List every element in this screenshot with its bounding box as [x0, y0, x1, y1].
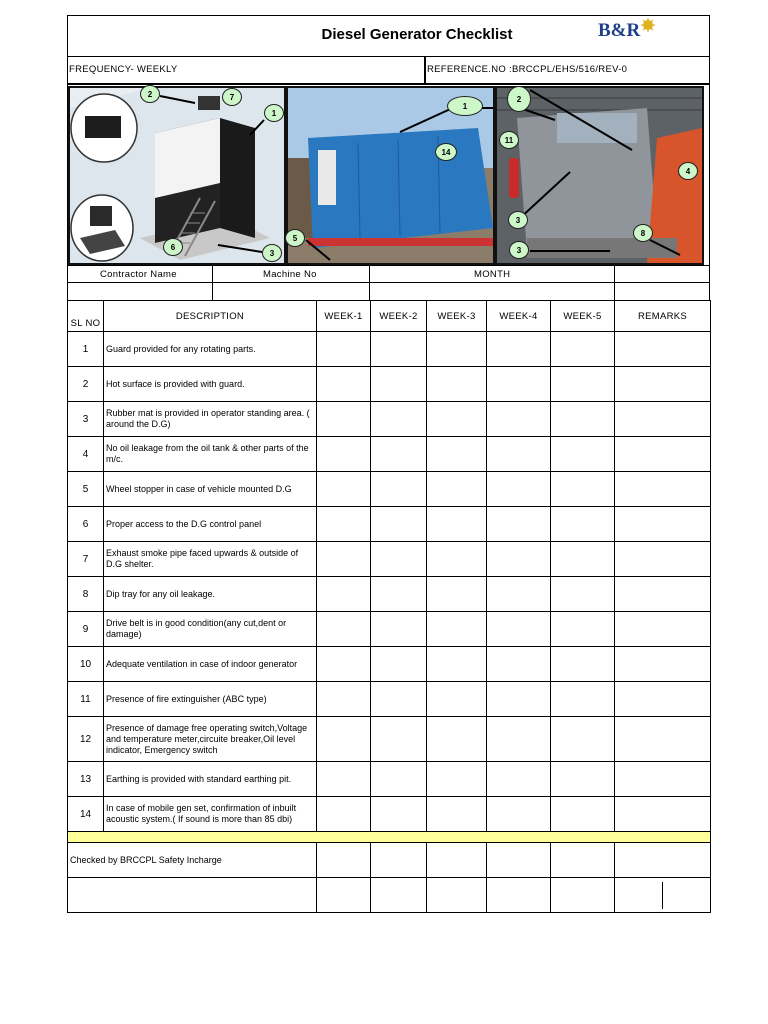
signature-remarks[interactable] — [615, 878, 711, 913]
row-sl-no: 9 — [68, 612, 104, 647]
row-remarks-cell[interactable] — [615, 507, 711, 542]
row-week-4-cell[interactable] — [487, 762, 551, 797]
frequency-label: FREQUENCY- WEEKLY — [69, 64, 178, 75]
contractor-field[interactable] — [68, 283, 211, 300]
row-week-4-cell[interactable] — [487, 367, 551, 402]
row-week-2-cell[interactable] — [371, 682, 427, 717]
reference-label: REFERENCE.NO :BRCCPL/EHS/516/REV-0 — [427, 64, 628, 75]
row-sl-no: 8 — [68, 577, 104, 612]
table-row — [68, 612, 711, 647]
row-remarks-cell[interactable] — [615, 797, 711, 832]
row-week-4-cell[interactable] — [487, 507, 551, 542]
row-week-4-cell[interactable] — [487, 402, 551, 437]
table-row — [68, 437, 711, 472]
row-week-3-cell[interactable] — [427, 577, 487, 612]
callout-2: 2 — [140, 85, 160, 103]
row-remarks-cell[interactable] — [615, 762, 711, 797]
row-week-2-cell[interactable] — [371, 332, 427, 367]
row-remarks-cell[interactable] — [615, 437, 711, 472]
signature-week-5[interactable] — [551, 878, 615, 913]
table-row — [68, 577, 711, 612]
signature-week-3[interactable] — [427, 878, 487, 913]
highlight-bar — [68, 832, 711, 843]
row-remarks-cell[interactable] — [615, 542, 711, 577]
callout-arrows — [0, 0, 768, 280]
signature-row — [68, 878, 711, 913]
row-week-1-cell[interactable] — [317, 437, 371, 472]
row-week-3-cell[interactable] — [427, 367, 487, 402]
row-description: Dip tray for any oil leakage. — [104, 577, 317, 612]
row-sl-no: 2 — [68, 367, 104, 402]
checklist-table — [67, 300, 711, 913]
row-sl-no: 11 — [68, 682, 104, 717]
row-sl-no: 14 — [68, 797, 104, 832]
callout-photo3-11: 11 — [499, 131, 519, 149]
table-row — [68, 472, 711, 507]
row-description: Proper access to the D.G control panel — [104, 507, 317, 542]
checked-week-5[interactable] — [551, 843, 615, 878]
row-description: Adequate ventilation in case of indoor generator — [104, 647, 317, 682]
table-row — [68, 367, 711, 402]
row-remarks-cell[interactable] — [615, 682, 711, 717]
row-week-1-cell[interactable] — [317, 472, 371, 507]
row-week-2-cell[interactable] — [371, 577, 427, 612]
row-week-5-cell[interactable] — [551, 797, 615, 832]
row-week-2-cell[interactable] — [371, 472, 427, 507]
row-week-3-cell[interactable] — [427, 542, 487, 577]
contractor-label: Contractor Name — [100, 269, 177, 280]
checked-week-4[interactable] — [487, 843, 551, 878]
row-week-4-cell[interactable] — [487, 332, 551, 367]
checked-week-3[interactable] — [427, 843, 487, 878]
row-week-5-cell[interactable] — [551, 402, 615, 437]
row-sl-no: 6 — [68, 507, 104, 542]
row-remarks-cell[interactable] — [615, 647, 711, 682]
table-row — [68, 332, 711, 367]
row-week-2-cell[interactable] — [371, 717, 427, 762]
row-description: Rubber mat is provided in operator standing area. ( around the D.G) — [104, 402, 317, 437]
row-week-1-cell[interactable] — [317, 717, 371, 762]
row-week-4-cell[interactable] — [487, 472, 551, 507]
row-week-5-cell[interactable] — [551, 332, 615, 367]
row-sl-no: 10 — [68, 647, 104, 682]
machine-field[interactable] — [213, 283, 368, 300]
callout-photo2-5: 5 — [285, 229, 305, 247]
row-week-3-cell[interactable] — [427, 612, 487, 647]
row-week-4-cell[interactable] — [487, 437, 551, 472]
row-remarks-cell[interactable] — [615, 367, 711, 402]
header-week-5: WEEK-5 — [551, 301, 615, 332]
row-sl-no: 13 — [68, 762, 104, 797]
row-week-5-cell[interactable] — [551, 682, 615, 717]
row-week-5-cell[interactable] — [551, 472, 615, 507]
row-week-5-cell[interactable] — [551, 762, 615, 797]
row-week-5-cell[interactable] — [551, 647, 615, 682]
row-sl-no: 5 — [68, 472, 104, 507]
signature-week-4[interactable] — [487, 878, 551, 913]
row-week-1-cell[interactable] — [317, 577, 371, 612]
row-week-3-cell[interactable] — [427, 682, 487, 717]
row-description: Wheel stopper in case of vehicle mounted D.G — [104, 472, 317, 507]
row-week-2-cell[interactable] — [371, 367, 427, 402]
table-row — [68, 682, 711, 717]
header-week-4: WEEK-4 — [487, 301, 551, 332]
row-week-4-cell[interactable] — [487, 682, 551, 717]
row-description: Exhaust smoke pipe faced upwards & outside of D.G shelter. — [104, 542, 317, 577]
row-description: Presence of damage free operating switch,Voltage and temperature meter,circuite breaker,Oil level indicator, Emergency switch — [104, 717, 317, 762]
header-description: DESCRIPTION — [104, 301, 317, 332]
checked-week-1[interactable] — [317, 843, 371, 878]
callout-photo3-3a: 3 — [508, 211, 528, 229]
table-row — [68, 542, 711, 577]
row-week-5-cell[interactable] — [551, 542, 615, 577]
row-week-3-cell[interactable] — [427, 797, 487, 832]
header-week-1: WEEK-1 — [317, 301, 371, 332]
row-week-5-cell[interactable] — [551, 437, 615, 472]
row-week-2-cell[interactable] — [371, 797, 427, 832]
signature-week-1[interactable] — [317, 878, 371, 913]
month-field[interactable] — [370, 283, 613, 300]
callout-photo3-4: 4 — [678, 162, 698, 180]
signature-cell[interactable] — [68, 878, 317, 913]
row-week-4-cell[interactable] — [487, 542, 551, 577]
row-week-5-cell[interactable] — [551, 717, 615, 762]
callout-photo3-2: 2 — [507, 86, 531, 112]
row-week-2-cell[interactable] — [371, 647, 427, 682]
row-week-2-cell[interactable] — [371, 437, 427, 472]
row-sl-no: 12 — [68, 717, 104, 762]
row-description: Hot surface is provided with guard. — [104, 367, 317, 402]
row-week-1-cell[interactable] — [317, 402, 371, 437]
callout-6: 6 — [163, 238, 183, 256]
row-week-5-cell[interactable] — [551, 507, 615, 542]
row-remarks-cell[interactable] — [615, 612, 711, 647]
row-week-3-cell[interactable] — [427, 762, 487, 797]
row-week-1-cell[interactable] — [317, 612, 371, 647]
row-week-3-cell[interactable] — [427, 717, 487, 762]
row-description: No oil leakage from the oil tank & other parts of the m/c. — [104, 437, 317, 472]
info-divider-3 — [614, 265, 615, 301]
table-row — [68, 507, 711, 542]
row-week-5-cell[interactable] — [551, 577, 615, 612]
table-row — [68, 647, 711, 682]
callout-photo3-3b: 3 — [509, 241, 529, 259]
row-week-3-cell[interactable] — [427, 332, 487, 367]
row-week-1-cell[interactable] — [317, 797, 371, 832]
row-week-3-cell[interactable] — [427, 437, 487, 472]
callout-photo2-14: 14 — [435, 143, 457, 161]
row-week-4-cell[interactable] — [487, 717, 551, 762]
row-week-2-cell[interactable] — [371, 762, 427, 797]
row-sl-no: 3 — [68, 402, 104, 437]
row-remarks-cell[interactable] — [615, 332, 711, 367]
row-week-2-cell[interactable] — [371, 612, 427, 647]
row-week-4-cell[interactable] — [487, 612, 551, 647]
callout-photo3-8: 8 — [633, 224, 653, 242]
checked-by-label: Checked by BRCCPL Safety Incharge — [68, 843, 317, 878]
row-week-4-cell[interactable] — [487, 647, 551, 682]
table-row — [68, 717, 711, 762]
row-sl-no: 7 — [68, 542, 104, 577]
row-remarks-cell[interactable] — [615, 402, 711, 437]
checked-week-2[interactable] — [371, 843, 427, 878]
table-row — [68, 402, 711, 437]
checklist-rows — [68, 332, 711, 832]
checked-remarks[interactable] — [615, 843, 711, 878]
row-sl-no: 1 — [68, 332, 104, 367]
table-row — [68, 797, 711, 832]
row-week-1-cell[interactable] — [317, 647, 371, 682]
callout-3: 3 — [262, 244, 282, 262]
row-remarks-cell[interactable] — [615, 577, 711, 612]
row-description: Drive belt is in good condition(any cut,dent or damage) — [104, 612, 317, 647]
highlight-row — [68, 832, 711, 843]
row-week-3-cell[interactable] — [427, 402, 487, 437]
row-description: Presence of fire extinguisher (ABC type) — [104, 682, 317, 717]
row-week-3-cell[interactable] — [427, 647, 487, 682]
checked-by-row — [68, 843, 711, 878]
row-sl-no: 4 — [68, 437, 104, 472]
row-week-4-cell[interactable] — [487, 577, 551, 612]
callout-1: 1 — [264, 104, 284, 122]
row-week-1-cell[interactable] — [317, 762, 371, 797]
row-remarks-cell[interactable] — [615, 472, 711, 507]
row-description: In case of mobile gen set, confirmation of inbuilt acoustic system.( If sound is more than 85 dbi) — [104, 797, 317, 832]
callout-7: 7 — [222, 88, 242, 106]
month-label: MONTH — [474, 269, 511, 280]
row-description: Guard provided for any rotating parts. — [104, 332, 317, 367]
row-week-4-cell[interactable] — [487, 797, 551, 832]
row-week-1-cell[interactable] — [317, 682, 371, 717]
row-remarks-cell[interactable] — [615, 717, 711, 762]
row-description: Earthing is provided with standard earthing pit. — [104, 762, 317, 797]
row-week-1-cell[interactable] — [317, 367, 371, 402]
row-week-1-cell[interactable] — [317, 332, 371, 367]
machine-label: Machine No — [263, 269, 317, 280]
row-week-2-cell[interactable] — [371, 542, 427, 577]
row-week-3-cell[interactable] — [427, 507, 487, 542]
row-week-3-cell[interactable] — [427, 472, 487, 507]
table-header-row — [68, 301, 711, 332]
row-week-2-cell[interactable] — [371, 402, 427, 437]
row-week-1-cell[interactable] — [317, 507, 371, 542]
signature-week-2[interactable] — [371, 878, 427, 913]
logo-text: B&R — [598, 20, 641, 41]
page-title: Diesel Generator Checklist — [321, 26, 513, 43]
header-week-3: WEEK-3 — [427, 301, 487, 332]
signature-remarks-split — [662, 882, 663, 909]
row-week-2-cell[interactable] — [371, 507, 427, 542]
row-week-5-cell[interactable] — [551, 367, 615, 402]
row-week-1-cell[interactable] — [317, 542, 371, 577]
row-week-5-cell[interactable] — [551, 612, 615, 647]
header-sl: SL NO — [68, 301, 104, 332]
header-remarks: REMARKS — [615, 301, 711, 332]
callout-photo2-1: 1 — [447, 96, 483, 116]
table-row — [68, 762, 711, 797]
header-week-2: WEEK-2 — [371, 301, 427, 332]
